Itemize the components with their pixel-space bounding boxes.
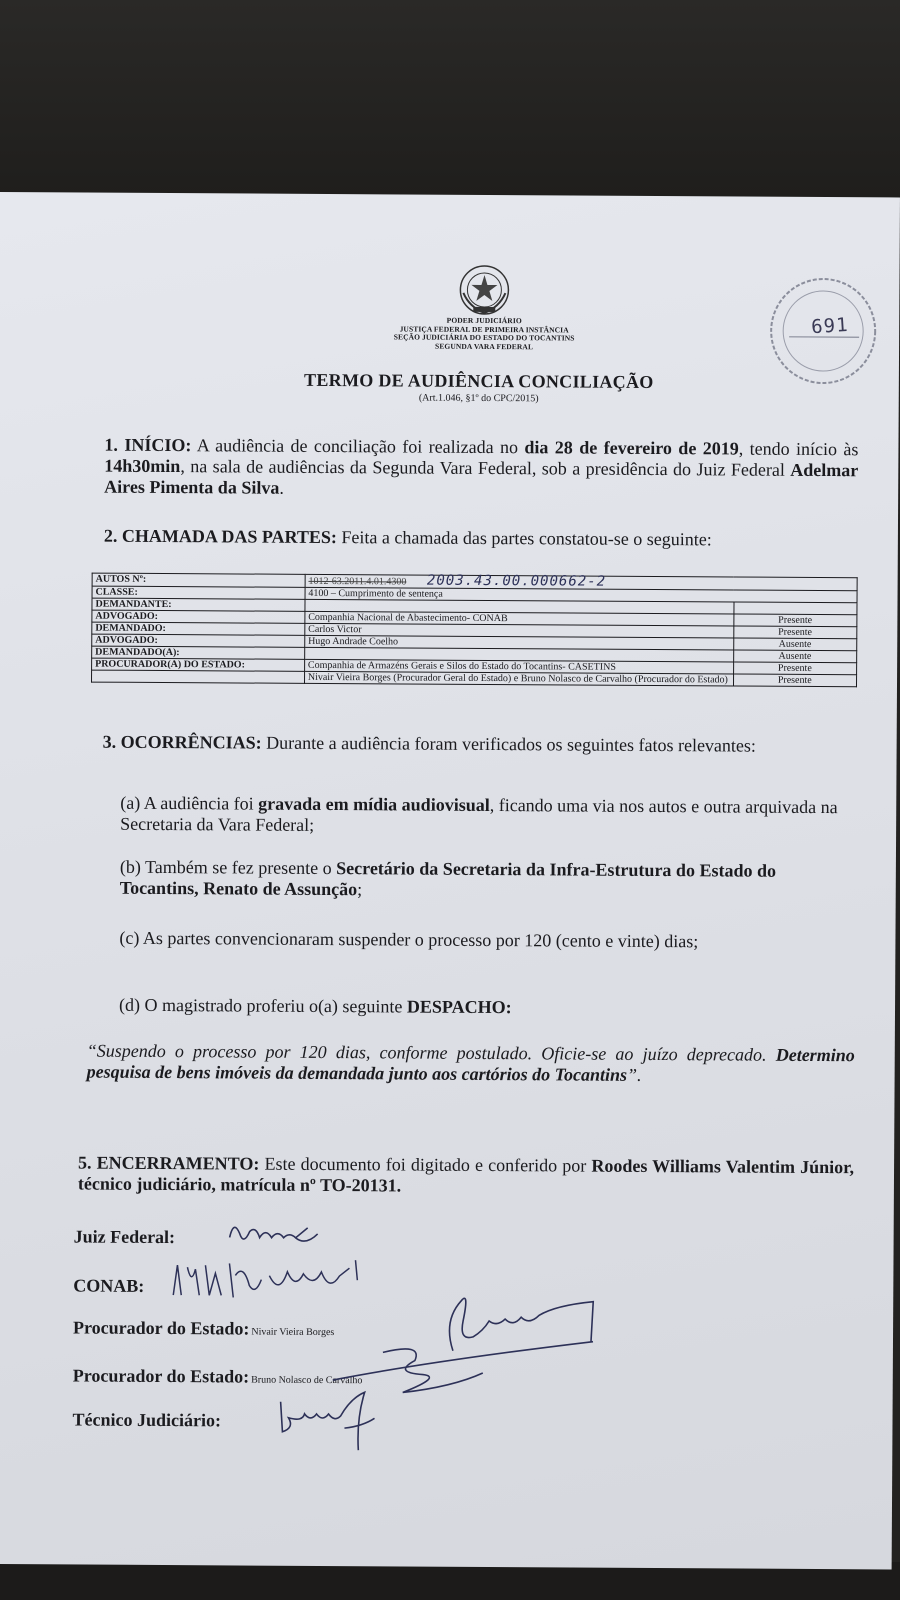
despacho-quote — [87, 1041, 855, 1088]
signature-juiz — [74, 1226, 176, 1248]
section-1-text-1: A audiência de conciliação foi realizada no — [191, 435, 525, 458]
signature-label-procurador-2: Procurador do Estado: — [72, 1365, 250, 1387]
occurrence-d-pre: (d) O magistrado proferiu o(a) seguinte — [118, 994, 407, 1017]
autos-struck-number: 1012-63.2011.4.01.4300 — [308, 575, 407, 588]
signature-label-juiz: Juiz Federal: — [73, 1226, 176, 1248]
occurrence-a — [120, 793, 856, 839]
section-1-label: 1. INÍCIO: — [104, 434, 192, 456]
occurrence-c: (c) As partes convencionaram suspender o processo por 120 (cento e vinte) dias; — [119, 927, 699, 952]
table-value: Companhia de Armazéns Gerais e Silos do Estado do Tocantins- CASETINS — [304, 659, 733, 674]
table-label: PROCURADOR(A) DO ESTADO: — [92, 658, 305, 671]
table-label — [92, 670, 305, 683]
section-5-text: Este documento foi digitado e conferido por — [259, 1153, 592, 1176]
table-status: Presente — [733, 626, 857, 639]
table-label: DEMANDADO(A): — [92, 646, 305, 659]
signature-procurador-2-ink — [373, 1342, 493, 1403]
table-label: ADVOGADO: — [92, 634, 305, 647]
stamp-page-number: 691 — [810, 313, 850, 339]
section-chamada — [104, 526, 858, 552]
hearing-time: 14h30min — [104, 455, 181, 477]
occurrence-a-pre: (a) A audiência foi — [120, 792, 259, 814]
occurrence-d — [119, 995, 855, 1020]
section-2-label: 2. CHAMADA DAS PARTES: — [103, 525, 338, 548]
signature-conab — [73, 1275, 144, 1296]
coat-of-arms-icon — [457, 263, 511, 317]
court-header — [339, 316, 629, 352]
occurrence-b-bold: Secretário da Secretaria da Infra-Estrutura do Estado do Tocantins, Renato de Assunção — [119, 858, 777, 900]
table-label: ADVOGADO: — [92, 610, 305, 623]
section-inicio — [104, 435, 858, 503]
signature-tecnico — [72, 1409, 221, 1431]
section-encerramento — [78, 1152, 854, 1199]
section-3-label: 3. OCORRÊNCIAS: — [102, 731, 262, 753]
quote-post: ”. — [626, 1064, 642, 1085]
table-status: Presente — [733, 614, 857, 627]
occurrence-d-bold: DESPACHO: — [406, 996, 512, 1018]
table-label: DEMANDADO: — [92, 622, 305, 635]
table-status — [733, 602, 857, 615]
occurrence-b — [120, 857, 856, 903]
signature-juiz-ink — [226, 1215, 326, 1256]
quote-pre: “Suspendo o processo por 120 dias, conforme postulado. Oficie-se ao juízo deprecado. — [86, 1040, 776, 1065]
header-line-4: SEGUNDA VARA FEDERAL — [435, 341, 534, 351]
table-status: Ausente — [733, 638, 857, 651]
hearing-date: dia 28 de fevereiro de 2019 — [524, 437, 739, 459]
document-subtitle: (Art.1.046, §1º do CPC/2015) — [418, 392, 539, 405]
procurador-2-name: Bruno Nolasco de Carvalho — [251, 1374, 363, 1387]
document-page — [0, 192, 900, 1569]
parties-table — [91, 573, 858, 688]
table-value: 4100 – Cumprimento de sentença — [305, 587, 857, 602]
header-line-1: PODER JUDICIÁRIO — [446, 315, 522, 326]
procurador-1-name: Nivair Vieira Borges — [251, 1326, 335, 1339]
signature-label-conab: CONAB: — [73, 1275, 145, 1296]
section-1-text-3: , na sala de audiências da Segunda Vara Federal, sob a presidência do Juiz Federal — [180, 456, 791, 480]
section-ocorrencias — [103, 732, 857, 758]
section-1-text-4: . — [279, 477, 284, 498]
document-title: TERMO DE AUDIÊNCIA CONCILIAÇÃO — [304, 369, 654, 392]
section-5-label: 5. ENCERRAMENTO: — [78, 1152, 260, 1174]
table-label: DEMANDANTE: — [92, 598, 305, 611]
section-2-text: Feita a chamada das partes constatou-se o seguinte: — [336, 527, 712, 550]
table-value: Nivair Vieira Borges (Procurador Geral do Estado) e Bruno Nolasco de Carvalho (Procurador do Estado) — [304, 671, 733, 686]
quote-bold: Determino pesquisa de bens imóveis da demandada junto aos cartórios do Tocantins — [86, 1044, 855, 1085]
header-line-2: JUSTIÇA FEDERAL DE PRIMEIRA INSTÂNCIA — [399, 323, 569, 334]
occurrence-b-post: ; — [357, 879, 363, 900]
clerk-name: Roodes Williams Valentim Júnior, técnico judiciário, matrícula nº TO-20131. — [77, 1155, 855, 1196]
occurrence-b-pre: (b) Também se fez presente o — [119, 856, 337, 879]
section-1-text-2: , tendo início às — [738, 438, 859, 460]
table-value: Hugo Andrade Coelho — [305, 635, 734, 650]
table-label: AUTOS Nº: — [92, 573, 305, 587]
table-value: Carlos Victor — [305, 623, 734, 638]
table-status: Ausente — [733, 650, 857, 663]
table-status: Presente — [733, 662, 857, 675]
judge-name: Adelmar Aires Pimenta da Silva — [104, 459, 859, 498]
occurrence-a-bold: gravada em mídia audiovisual — [258, 793, 490, 816]
table-status: Presente — [733, 674, 857, 687]
signature-label-tecnico: Técnico Judiciário: — [72, 1409, 222, 1431]
header-line-3: SEÇÃO JUDICIÁRIA DO ESTADO DO TOCANTINS — [393, 332, 575, 343]
table-value: Companhia Nacional de Abastecimento- CONAB — [305, 611, 734, 626]
occurrence-a-post: , ficando uma via nos autos e outra arquivada na Secretaria da Vara Federal; — [120, 795, 838, 835]
table-label: CLASSE: — [92, 586, 305, 599]
signature-tecnico-ink — [274, 1388, 384, 1459]
signature-label-procurador-1: Procurador do Estado: — [73, 1317, 250, 1339]
autos-handwritten-number: 2003.43.00.000662-2 — [426, 572, 607, 590]
section-3-text: Durante a audiência foram verificados os seguintes fatos relevantes: — [261, 732, 757, 756]
background-top — [0, 0, 900, 200]
